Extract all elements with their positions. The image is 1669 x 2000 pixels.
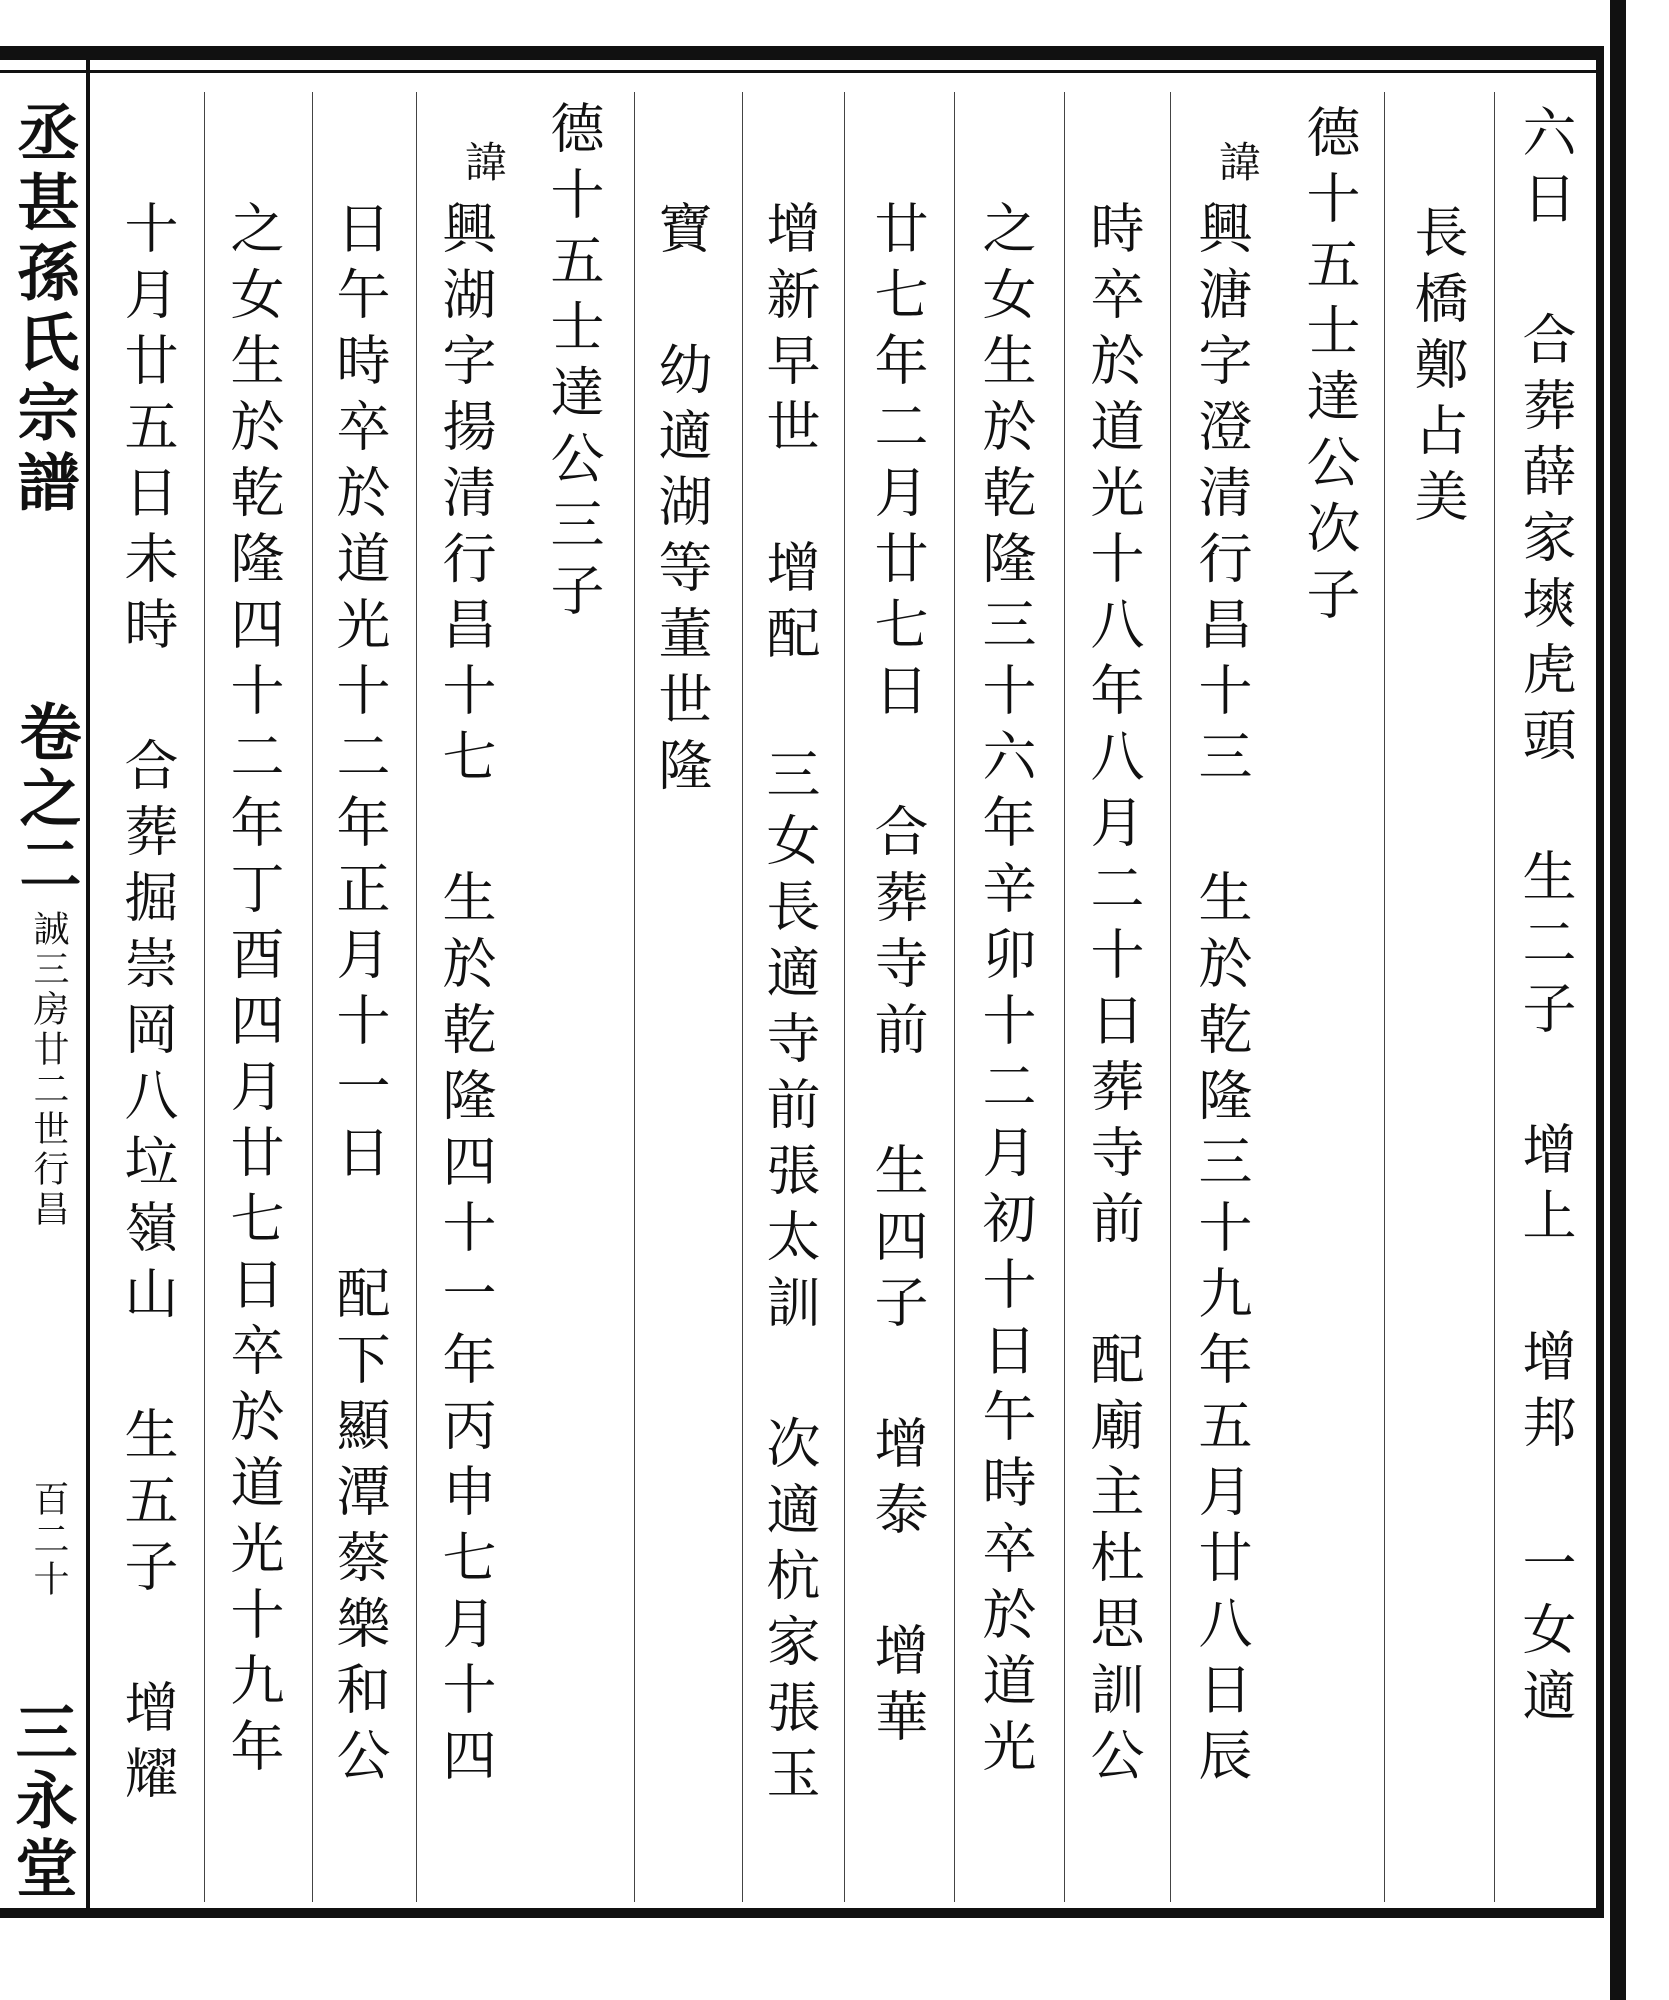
- spine-volume: 卷之二: [9, 700, 82, 898]
- column-rule: [416, 92, 417, 1902]
- spine-right-border: [86, 46, 90, 1918]
- text-column-2: 長橋鄭占美: [1406, 204, 1469, 534]
- text-column-3: 德十五士達公次子: [1298, 104, 1361, 632]
- book-spine-margin: [4, 60, 82, 1960]
- outer-edge: [1610, 0, 1626, 2000]
- bottom-border: [0, 1908, 1600, 1918]
- text-column-12: 日午時卒於道光十二年正月十一日 配下顯潭蔡樂和公: [328, 200, 391, 1793]
- spine-title: 丞甚孫氏宗譜: [7, 100, 80, 520]
- column-rule: [954, 92, 955, 1902]
- text-column-9: 寶 幼適湖等董世隆: [650, 200, 713, 803]
- spine-generation-note: 誠三房廿二世行昌: [28, 910, 69, 1230]
- column-rule: [312, 92, 313, 1902]
- text-column-13: 之女生於乾隆四十二年丁酉四月廿七日卒於道光十九年: [222, 200, 285, 1784]
- spine-hall-name: 三永堂: [5, 1700, 78, 1904]
- right-border: [1596, 46, 1604, 1918]
- text-column-4-note: 諱: [1213, 140, 1262, 190]
- column-rule: [634, 92, 635, 1902]
- column-rule: [844, 92, 845, 1902]
- text-column-7: 廿七年二月廿七日 合葬寺前 生四子 增泰 增華: [866, 200, 929, 1754]
- text-column-5: 時卒於道光十八年八月二十日葬寺前 配廟主杜思訓公: [1082, 200, 1145, 1793]
- column-rule: [204, 92, 205, 1902]
- column-rule: [1170, 92, 1171, 1902]
- column-rule: [742, 92, 743, 1902]
- spine-page-number: 百二十: [28, 1480, 69, 1600]
- column-rule: [1384, 92, 1385, 1902]
- text-column-4: 興溏字澄清行昌十三 生於乾隆三十九年五月廿八日辰: [1190, 200, 1253, 1793]
- text-column-14: 十月廿五日未時 合葬掘崇岡八垃嶺山 生五子 增耀: [116, 200, 179, 1811]
- text-column-10: 德十五士達公三子: [542, 100, 605, 628]
- column-rule: [1064, 92, 1065, 1902]
- text-column-11: 興湖字揚清行昌十七 生於乾隆四十一年丙申七月十四: [434, 200, 497, 1793]
- text-column-11-note: 諱: [459, 140, 508, 190]
- top-border-inner: [0, 70, 1600, 73]
- text-column-1: 六日 合葬薛家塽虎頭 生二子 增上 增邦 一女適: [1514, 104, 1577, 1733]
- column-rule: [1494, 92, 1495, 1902]
- text-column-8: 增新早世 增配 三女長適寺前張太訓 次適杭家張玉: [758, 200, 821, 1811]
- text-column-6: 之女生於乾隆三十六年辛卯十二月初十日午時卒於道光: [974, 200, 1037, 1784]
- top-border: [0, 46, 1600, 60]
